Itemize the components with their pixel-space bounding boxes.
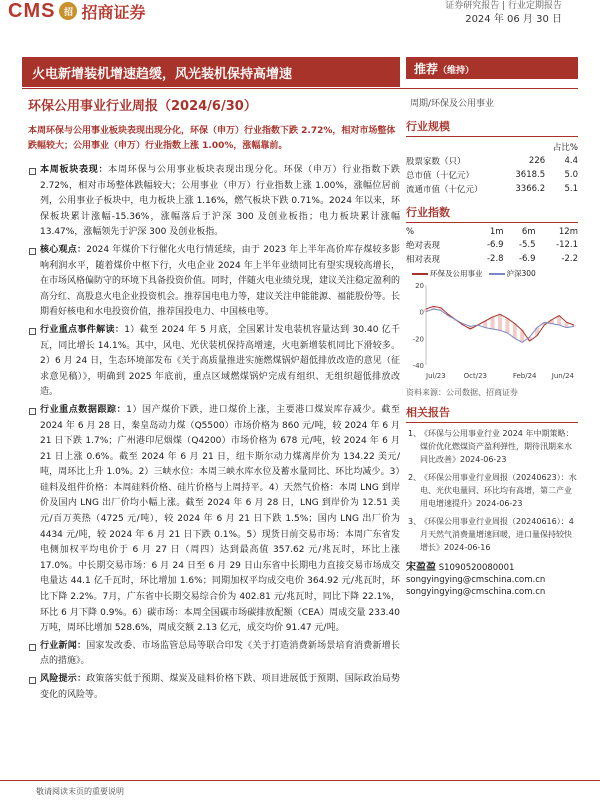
legend-item-0: 环保及公用事业 <box>412 268 483 279</box>
industry-type: 周期/环保及公用事业 <box>410 99 495 109</box>
table-row: 总市值（十亿元） 3618.5 5.0 <box>406 170 578 181</box>
chart-legend <box>412 268 578 279</box>
bullet-heading: 核心观点： <box>40 244 87 255</box>
related-report[interactable]: 1、 《环保与公用事业行业 2024 年中期策略：煤价优化燃煤资产盈利弹性，期待汛期来水同比改善》2024-06-23 <box>408 429 574 464</box>
rating-label: 推荐 <box>414 62 439 76</box>
analyst-email[interactable]: songyingying@cmschina.com.cn <box>406 587 546 597</box>
bullet-heading: 本周板块表现： <box>40 165 109 175</box>
shade-bar <box>498 314 502 330</box>
y-tick-label: 20 <box>415 282 424 290</box>
bullet-text: 1）截至 2024 年 5 月底，全国累计发电装机容量达到 30.40 亿千瓦，同比增长 14.1%。其中，风电、光伏装机保持高增速，火电新增装机同比下滑较多。2）6 月 24 日，生态环境部发布《关于高质量推进实施燃煤锅炉超低排放改造的意见（征求意见稿）》，明确到 2025 年底前，重点区域燃煤锅炉完成有组织、无组织超低排放改造。 <box>40 324 400 398</box>
sidebar <box>406 118 578 598</box>
header-meta <box>445 0 562 26</box>
bullet-item <box>28 243 400 321</box>
analyst-email[interactable]: songyingying@cmschina.com.cn <box>406 575 546 585</box>
bullet-text: 1）国产煤价下跌，进口煤价上涨，主要港口煤炭库存减少。截至 2024 年 6 月 28 日，秦皇岛动力煤（Q5500）市场价格为 860 元/吨，较 2024 年 6 月 21 日下跌 1.7%；广州港印尼烟煤（Q4200）市场价格为 678 元/吨，较 2024 年 6 月 21 日上涨 0.6%。截至 2024 年 6 月 21 日，纽卡斯尔动力煤离岸价为 134.22 美元/吨，周环比上升 1.0%。2）三峡水位：本周三峡水库水位及蓄水量同比、环比均减少。3）硅料及组件价格：本周硅料价格、硅片价格与上周持平。4）天然气价格：本周 LNG 到岸价及国内 LNG 出厂价均小幅上涨。截至 2024 年 6 月 28 日，LNG 到岸价为 12.51 美元/百万英热（4725 元/吨），较 2024 年 6 月 21 日下跌 1.5%；国内 LNG 出厂价为 4434 元/吨，较 2024 年 6 月 21 日下跌 0.1%。5）现货日前交易市场：本周广东省发电侧加权平均电价于 6 月 27 日（周四）达到最高值 357.62 元/兆瓦时，环比上涨 17.0%。中长期交易市场：6 月 24 日至 6 月 29 日山东省中长期电力直接交易市场成交电量达 44.1 亿千瓦时，环比增加 1.6%；同期加权平均成交电价 364.92 元/兆瓦时，环比下降 2.2%。7月，广东省中长期交易综合价为 402.81 元/兆瓦时，同比下降 22.1%，环比 6 月下降 0.9%。6）碳市场：本周全国碳市场碳排放配额（CEA）周成交量 233.40 万吨，周环比增加 528.6%，周成交额 2.13 亿元，成交均价 91.47 元/吨。 <box>40 404 400 634</box>
bullet-item <box>28 403 400 637</box>
y-tick-label: -20 <box>412 335 424 344</box>
x-tick-label: Oct/23 <box>463 372 488 380</box>
shade-bar <box>505 318 509 333</box>
analyst-cert: S1090520080001 <box>438 563 515 573</box>
bullet-heading: 行业重点事件解读： <box>40 324 125 335</box>
logo-cn-text: 招商证券 <box>81 2 146 22</box>
bullet-item <box>28 639 400 670</box>
industry-index-title: 行业指数 <box>406 204 578 223</box>
bullet-item <box>28 672 400 703</box>
rating-sub: （维持） <box>438 66 475 76</box>
bullet-text: 2024 年煤价下行催化火电行情延续，由于 2023 年上半年高价库存煤较多影响利润水平，随着煤价中枢下行，火电企业 2024 年上半年业绩同比有望实现较高增长，在市场风格偏防守的环境下具备投资价值。同时，伴随火电业绩兑现，建议关注稳定盈利的高分红、高股息火电企业投资机会。推荐国电电力等，建议关注申能能源、福能股份等。长期看好核电和水电投资价值，推荐国投电力、中国核电等。 <box>40 244 401 318</box>
table-row: 流通市值（十亿元） 3366.2 5.1 <box>406 184 578 195</box>
shade-bar <box>513 324 517 339</box>
title-banner: 火电新增装机增速趋缓，风光装机保持高增速 <box>22 57 400 87</box>
bullet-text: 政策落实低于预期、煤炭及硅料价格下跌、项目进展低于预期、国际政治局势变化的风险等。 <box>40 674 400 700</box>
bullet-heading: 行业新闻： <box>40 640 87 651</box>
legend-item-1: 沪深300 <box>489 268 536 279</box>
report-date: 2024 年 06 月 30 日 <box>465 14 562 25</box>
report-subtitle: 环保公用事业行业周报（2024/6/30） <box>28 99 257 114</box>
industry-index-table <box>406 226 578 266</box>
summary-text: 本周环保与公用事业板块表现出现分化，环保（申万）行业指数下跌 2.72%，相对市场整体跌幅较大；公用事业（申万）行业指数上涨 1.00%，涨幅靠前。 <box>28 126 396 151</box>
shade-bar <box>491 317 495 329</box>
analyst-name: 宋盈盈 <box>406 562 436 573</box>
x-tick-label: Jun/24 <box>551 372 574 380</box>
bullet-item <box>28 163 400 241</box>
x-tick-label: Jul/23 <box>426 372 446 380</box>
y-tick-label: -40 <box>412 362 424 370</box>
title-divider <box>22 88 578 89</box>
related-report[interactable]: 3、 《环保公用事业行业周报（20240616）：4 月天然气消费量增速回暖，进口量保持较快增长》2024-06-16 <box>408 517 574 552</box>
y-tick-label: 0 <box>419 308 424 317</box>
related-title: 相关报告 <box>406 404 578 423</box>
x-tick-label: Feb/24 <box>512 372 537 380</box>
footer-note: 敬请阅读末页的重要说明 <box>36 787 124 796</box>
bullet-item <box>28 323 400 401</box>
bullet-text: 本周环保与公用事业板块表现出现分化。环保（申万）行业指数下跌 2.72%，相对市场整体跌幅较大；公用事业（申万）行业指数上涨 1.00%，涨幅位居前列，公用事业子板块中，电力板块上涨 1.16%，燃气板块下跌 0.71%。2024 年以来，环保板块累计涨幅-15.36%，涨幅落后于沪深 300 及创业板指；电力板块累计涨幅 13.47%，涨幅领先于沪深 300 及创业板指。 <box>40 165 400 238</box>
analyst-block <box>406 562 578 598</box>
rating-banner <box>406 57 578 79</box>
logo-cms-text: CMS <box>8 0 56 22</box>
related-list <box>406 427 578 554</box>
table-row: 股票家数（只） 226 4.4 <box>406 156 578 167</box>
footer-divider <box>0 780 600 781</box>
industry-scale-title: 行业规模 <box>406 118 578 137</box>
bullet-list <box>28 163 400 705</box>
table-row: 绝对表现 -6.9 -5.5 -12.1 <box>406 240 578 251</box>
bullet-text: 国家发改委、市场监管总局等联合印发《关于打造消费新场景培育消费新增长点的措施》。 <box>40 640 400 667</box>
page-header <box>0 0 600 28</box>
industry-scale-table <box>406 140 578 196</box>
bullet-heading: 行业重点数据跟踪： <box>40 404 127 415</box>
table-row: 相对表现 -2.8 -6.9 -2.2 <box>406 254 578 265</box>
logo-mark-icon: 招 <box>59 2 77 20</box>
scale-col-header: 占比% <box>552 143 578 153</box>
related-report[interactable]: 2、 《环保公用事业行业周报（20240623）：水电、光伏电量同、环比均有高增，第二产业用电增速提升》2024-06-23 <box>408 473 577 508</box>
chart-source: 资料来源：公司数据、招商证券 <box>406 388 518 397</box>
table-header-row: % 1m 6m 12m <box>406 227 578 237</box>
index-chart <box>406 281 578 381</box>
report-type: 证券研究报告 | 行业定期报告 <box>445 1 562 11</box>
bullet-heading: 风险提示： <box>40 674 87 684</box>
logo <box>8 0 145 22</box>
